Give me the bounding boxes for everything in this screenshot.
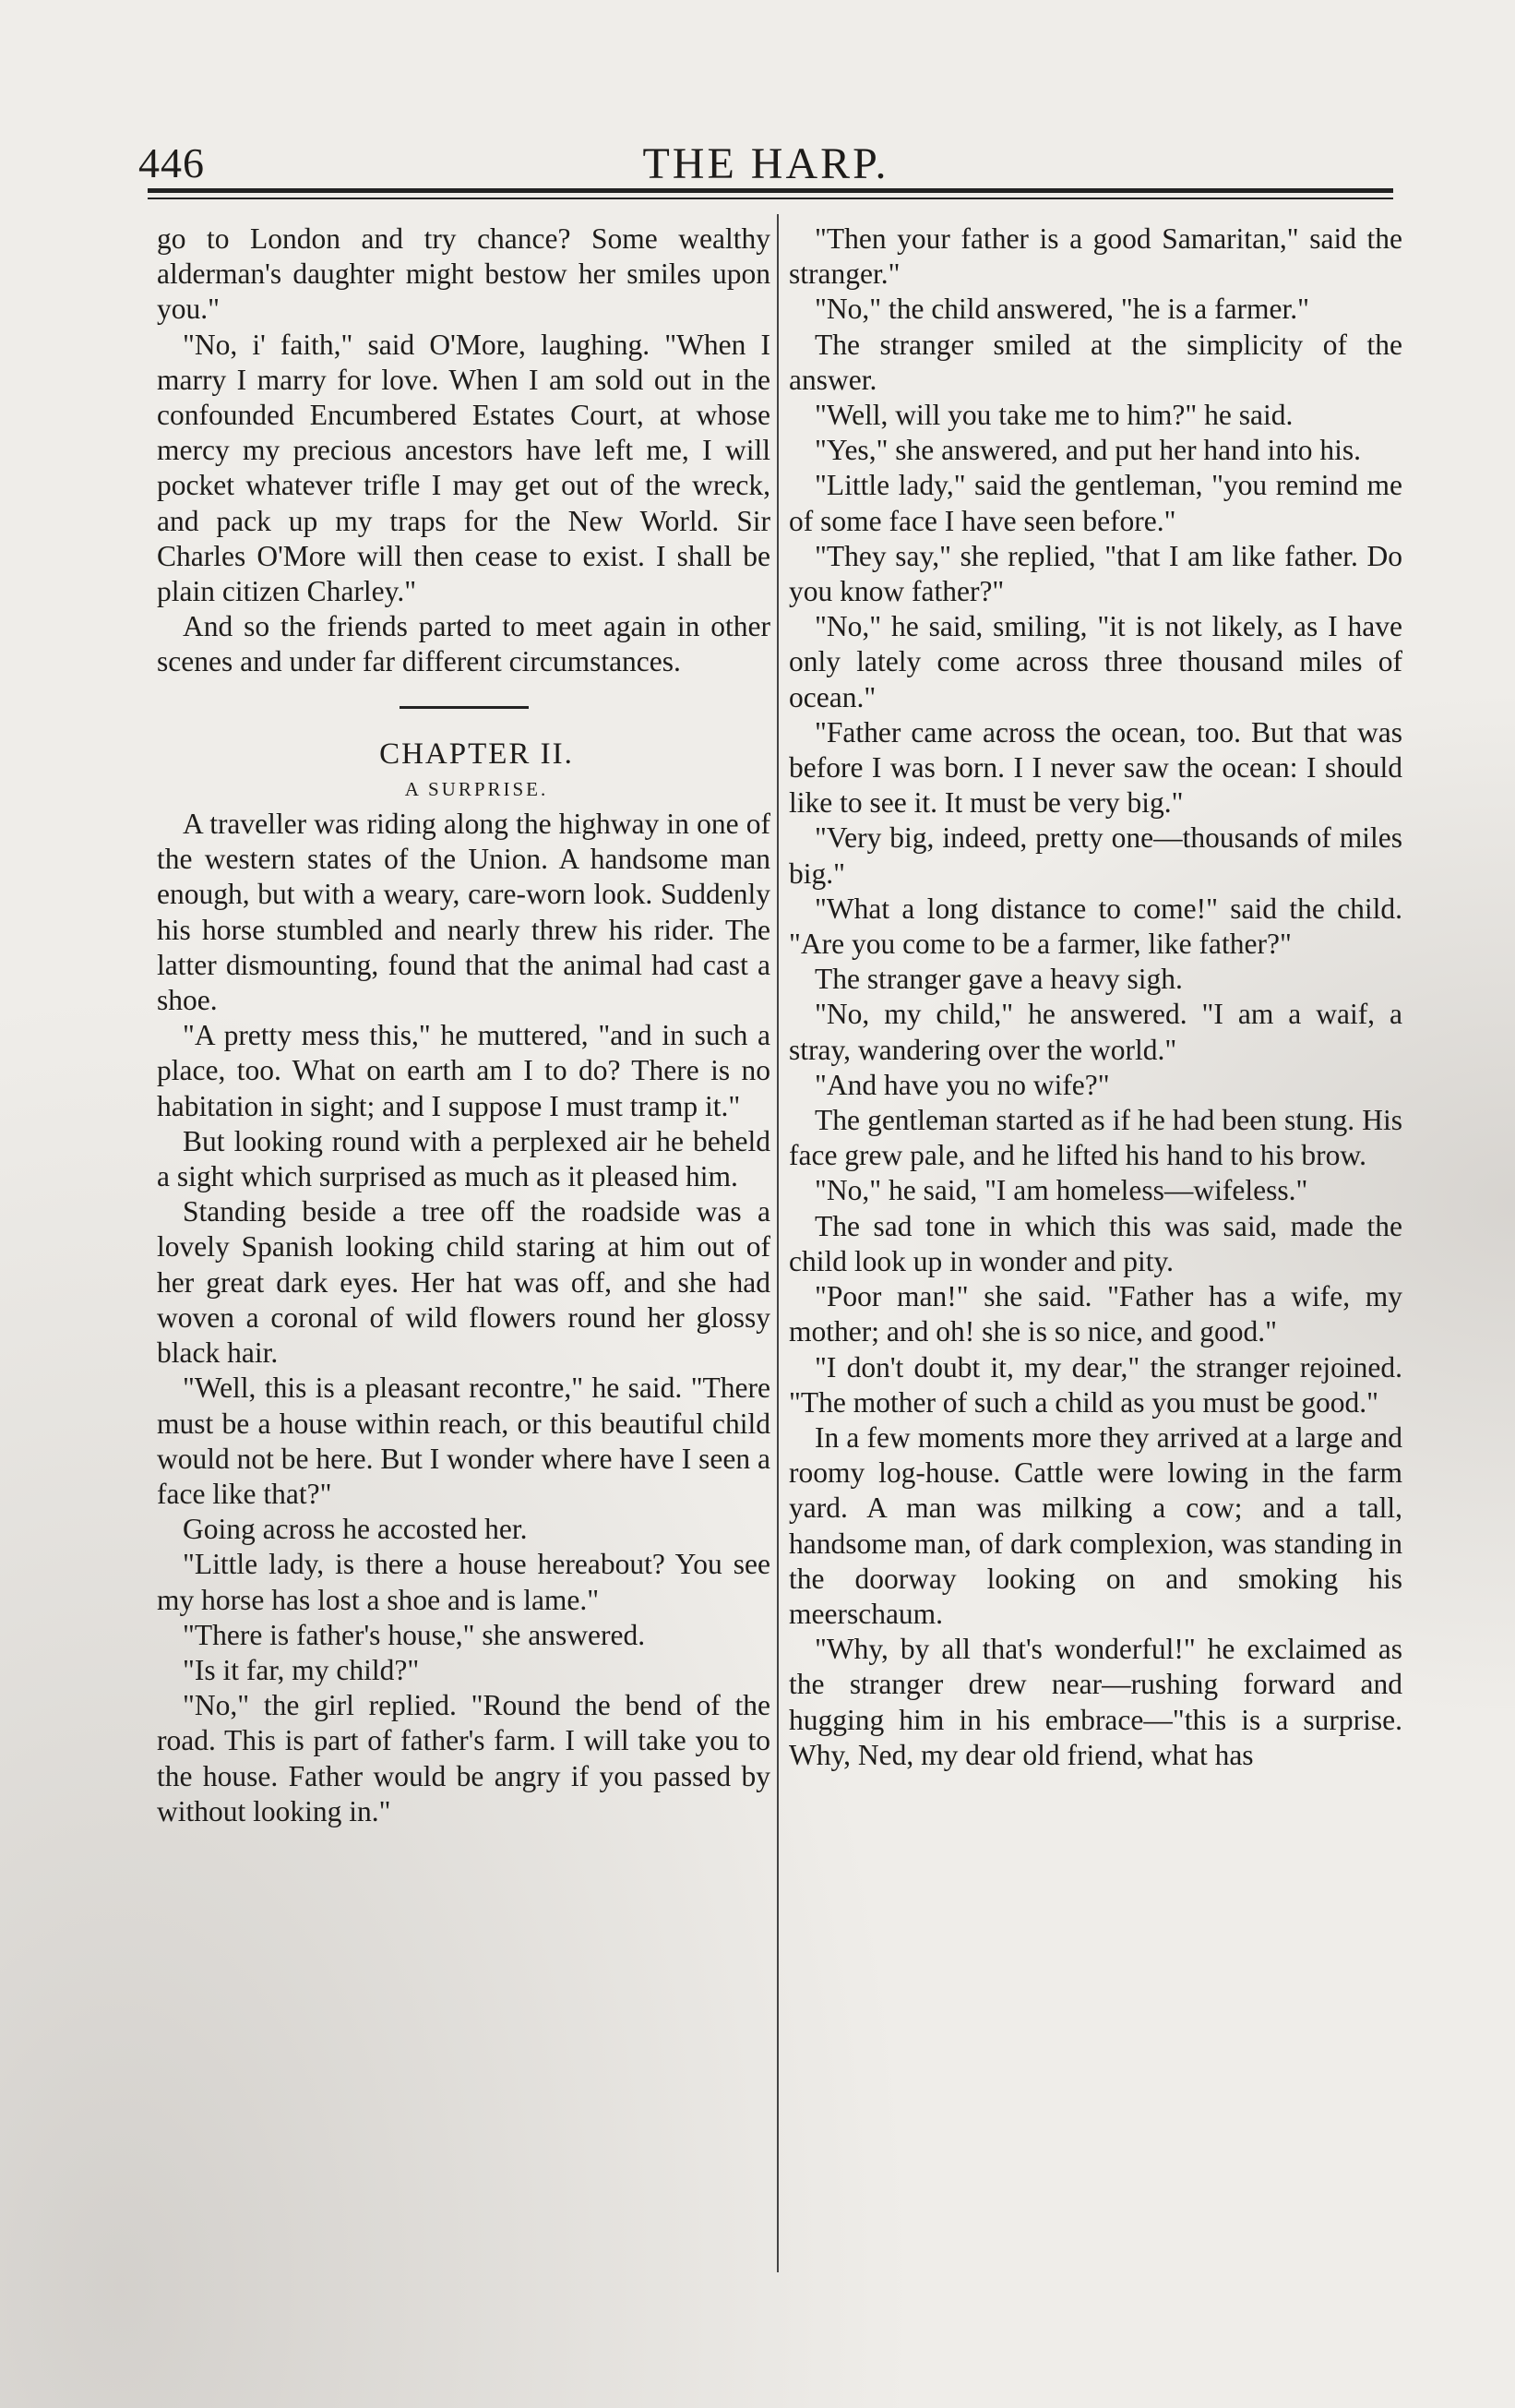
paragraph: The stranger gave a heavy sigh. (815, 963, 1183, 996)
paragraph: "No," he said, smiling, "it is not likely, as I have only lately come across three thousand miles of ocean." (789, 610, 1402, 713)
running-title: THE HARP. (642, 139, 889, 188)
paragraph: The sad tone in which this was said, made the child look up in wonder and pity. (789, 1209, 1402, 1277)
right-column (789, 222, 1402, 1773)
paragraph: "Poor man!" she said. "Father has a wife, my mother; and oh! she is so nice, and good." (789, 1280, 1402, 1348)
chapter-divider-rule (400, 706, 529, 709)
paragraph: "No, i' faith," said O'More, laughing. "When I marry I marry for love. When I am sold out in the confounded Encumbered Estates Court, at whose mercy my precious ancestors have left me, I will pocket whatever trifle I may get out of the wreck, and pack up my traps for the New World. Sir Charles O'More will then cease to exist. I shall be plain citizen Charley." (157, 328, 770, 608)
paragraph: "Well, will you take me to him?" he said. (815, 399, 1294, 432)
paragraph: "No," the girl replied. "Round the bend of the road. This is part of father's farm. I will take you to the house. Father would be angry if you passed by without looking in." (157, 1689, 770, 1827)
paragraph: "What a long distance to come!" said the child. "Are you come to be a farmer, like father?" (789, 892, 1402, 961)
paragraph: "And have you no wife?" (815, 1068, 1110, 1101)
header-rule-thick (148, 188, 1393, 193)
paragraph: The gentleman started as if he had been stung. His face grew pale, and he lifted his hand to his brow. (789, 1104, 1402, 1172)
paragraph: "There is father's house," she answered. (183, 1618, 646, 1651)
paragraph: Standing beside a tree off the roadside was a lovely Spanish looking child staring at him out of her great dark eyes. Her hat was off, and she had woven a coronal of wild flowers round her glossy black hair. (157, 1195, 770, 1370)
left-column (157, 222, 770, 1829)
paragraph: And so the friends parted to meet again in other scenes and under far different circumstances. (157, 610, 770, 678)
paragraph: "A pretty mess this," he muttered, "and in such a place, too. What on earth am I to do? There is no habitation in sight; and I suppose I must tramp it." (157, 1019, 770, 1122)
paragraph: "Why, by all that's wonderful!" he exclaimed as the stranger drew near—rushing forward and hugging him in his embrace—"this is a surprise. Why, Ned, my dear old friend, what has (789, 1633, 1402, 1771)
paragraph: Going across he accosted her. (183, 1513, 528, 1546)
paragraph: "They say," she replied, "that I am like father. Do you know father?" (789, 539, 1402, 608)
chapter-title: CHAPTER II. (379, 737, 574, 771)
paragraph: "I don't doubt it, my dear," the stranger rejoined. "The mother of such a child as you must be good." (789, 1350, 1402, 1419)
paragraph: "Little lady, is there a house hereabout? You see my horse has lost a shoe and is lame." (157, 1548, 770, 1616)
paragraph: A traveller was riding along the highway in one of the western states of the Union. A handsome man enough, but with a weary, care-worn look. Suddenly his horse stumbled and nearly threw his rider. The latter dismounting, found that the animal had cast a shoe. (157, 808, 770, 1017)
paragraph: "Little lady," said the gentleman, "you remind me of some face I have seen before." (789, 469, 1402, 537)
paragraph: But looking round with a perplexed air he beheld a sight which surprised as much as it pleased him. (157, 1124, 770, 1193)
paragraph: "No," the child answered, "he is a farmer." (815, 293, 1310, 326)
paragraph: "Yes," she answered, and put her hand into his. (815, 434, 1362, 467)
page-number: 446 (138, 139, 205, 186)
paragraph: "No," he said, "I am homeless—wifeless." (815, 1174, 1308, 1207)
paragraph: "Is it far, my child?" (183, 1653, 420, 1686)
paragraph: "No, my child," he answered. "I am a waif, a stray, wandering over the world." (789, 998, 1402, 1066)
paragraph: "Well, this is a pleasant recontre," he said. "There must be a house within reach, or this beautiful child would not be here. But I wonder where have I seen a face like that?" (157, 1372, 770, 1510)
page-header (138, 129, 1393, 194)
paragraph: In a few moments more they arrived at a large and roomy log-house. Cattle were lowing in the farm yard. A man was milking a cow; and a tall, handsome man, of dark complexion, was standing in the doorway looking on and smoking his meerschaum. (789, 1420, 1402, 1630)
paragraph: go to London and try chance? Some wealthy alderman's daughter might bestow her smiles upon you." (157, 222, 770, 326)
paragraph: "Father came across the ocean, too. But that was before I was born. I I never saw the ocean: I should like to see it. It must be very big." (789, 715, 1402, 820)
header-rule-thin (148, 198, 1393, 199)
column-divider (777, 214, 779, 2272)
chapter-subtitle: A SURPRISE. (404, 777, 549, 800)
paragraph: The stranger smiled at the simplicity of the answer. (789, 328, 1402, 396)
paragraph: "Then your father is a good Samaritan," said the stranger." (789, 222, 1402, 291)
paragraph: "Very big, indeed, pretty one—thousands of miles big." (789, 821, 1402, 890)
